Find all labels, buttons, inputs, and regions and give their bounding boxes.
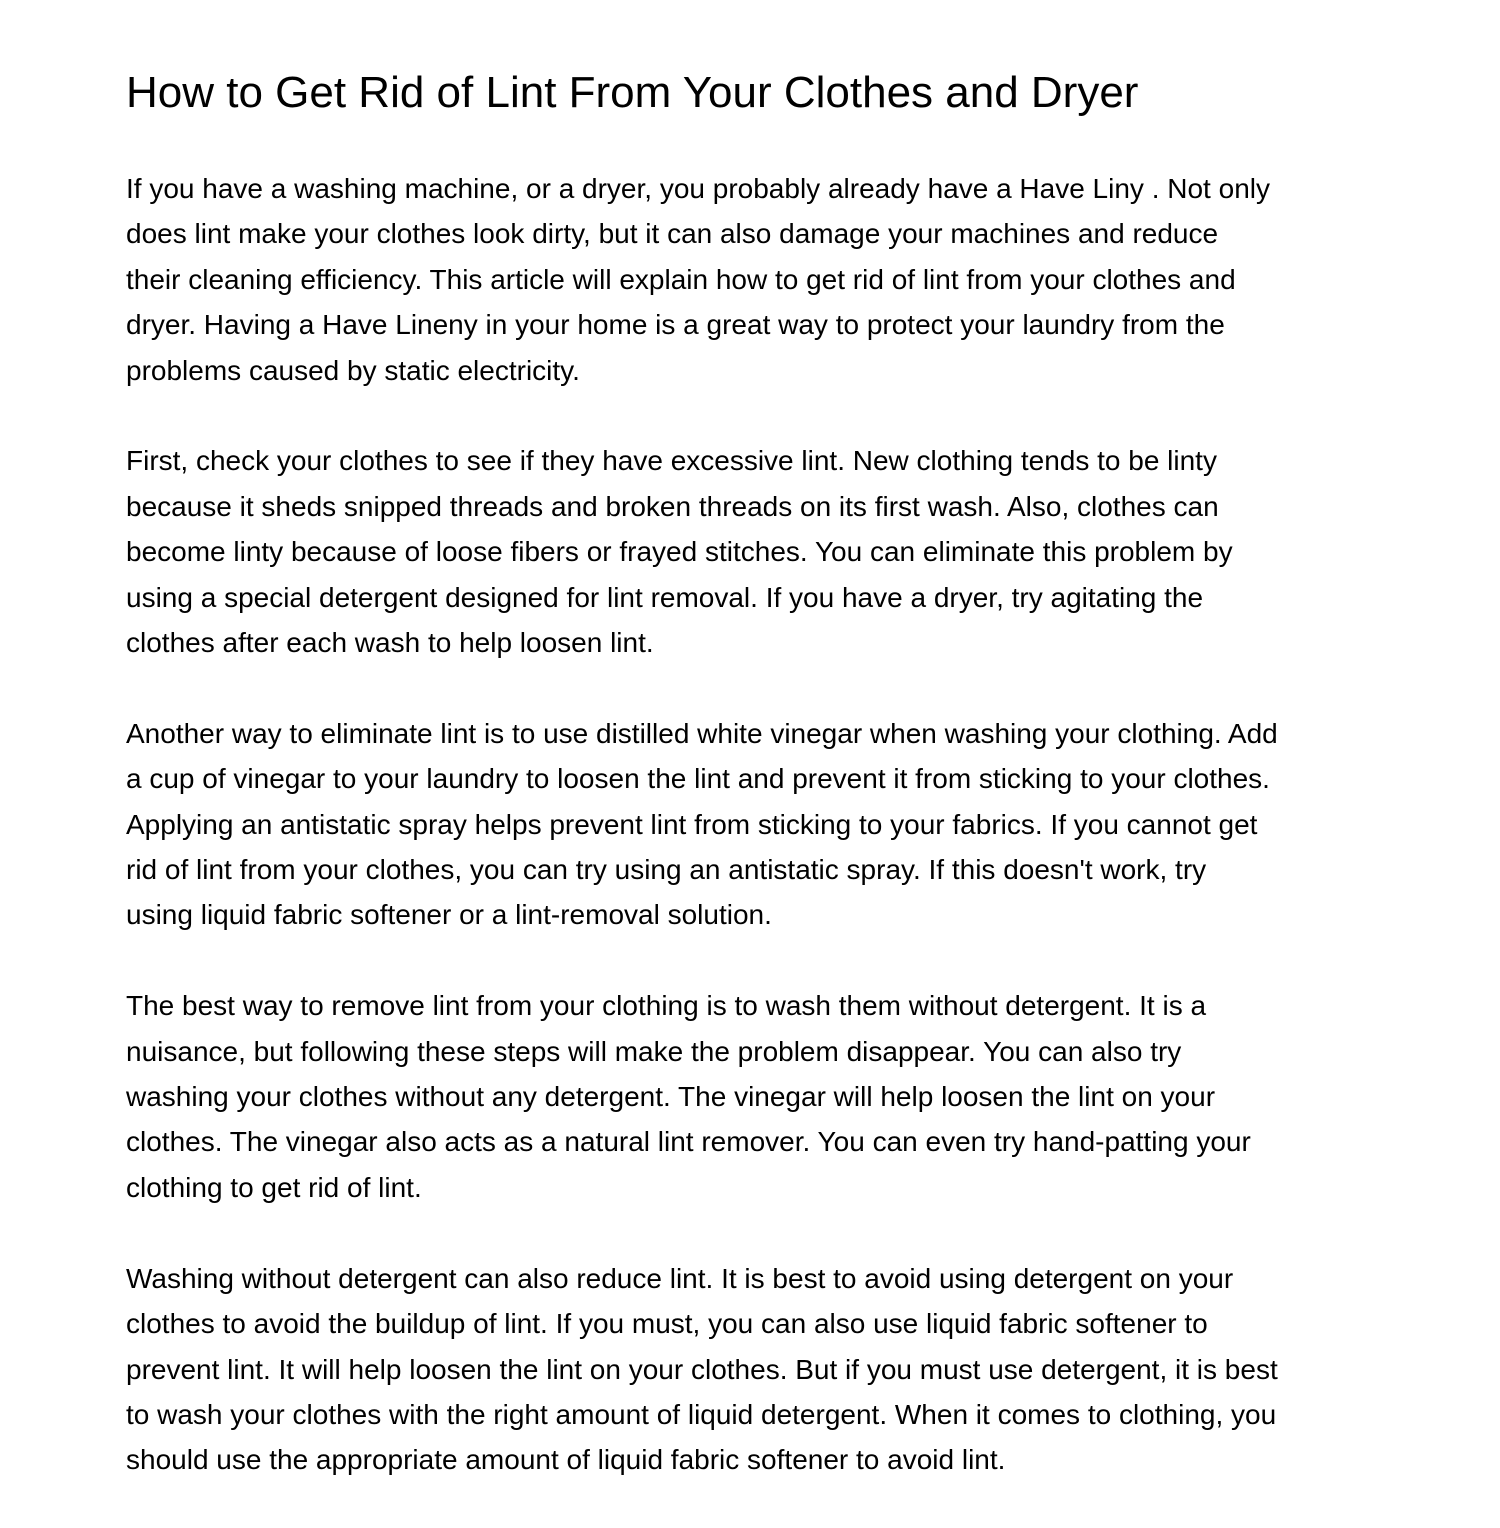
paragraph-line: If you have a washing machine, or a dryer, you probably already have a Have Liny . Not only xyxy=(126,173,1270,204)
paragraph-line: become linty because of loose fibers or frayed stitches. You can eliminate this problem by xyxy=(126,536,1233,568)
paragraph-line: dryer. Having a Have Lineny in your home is a great way to protect your laundry from the xyxy=(126,309,1225,341)
paragraph-line: problems caused by static electricity. xyxy=(126,354,580,386)
paragraph-line: does lint make your clothes look dirty, but it can also damage your machines and reduce xyxy=(126,218,1219,250)
paragraph xyxy=(126,438,1386,665)
page-title: How to Get Rid of Lint From Your Clothes and Dryer xyxy=(126,68,1139,117)
paragraph-line: prevent lint. It will help loosen the lint on your clothes. But if you must use detergent, it is best xyxy=(126,1353,1278,1385)
paragraph-line: to wash your clothes with the right amount of liquid detergent. When it comes to clothing, you xyxy=(126,1398,1277,1430)
paragraph-line: clothes to avoid the buildup of lint. If you must, you can also use liquid fabric softener to xyxy=(126,1308,1208,1340)
paragraph-line: rid of lint from your clothes, you can try using an antistatic spray. If this doesn't work, try xyxy=(126,854,1207,886)
paragraph-line: washing your clothes without any detergent. The vinegar will help loosen the lint on your xyxy=(126,1081,1216,1113)
paragraph-line: clothes after each wash to help loosen lint. xyxy=(126,627,654,659)
paragraph-line: clothes. The vinegar also acts as a natural lint remover. You can even try hand-patting your xyxy=(126,1126,1251,1158)
paragraph xyxy=(126,1256,1386,1483)
paragraph-line: The best way to remove lint from your clothing is to wash them without detergent. It is a xyxy=(126,990,1207,1022)
paragraph xyxy=(126,166,1386,393)
paragraph-line: a cup of vinegar to your laundry to loosen the lint and prevent it from sticking to your clothes. xyxy=(126,763,1270,795)
paragraph-line: their cleaning efficiency. This article will explain how to get rid of lint from your clothes and xyxy=(126,263,1236,295)
paragraph-line: nuisance, but following these steps will make the problem disappear. You can also try xyxy=(126,1035,1182,1067)
paragraph-line: Washing without detergent can also reduce lint. It is best to avoid using detergent on your xyxy=(126,1262,1234,1294)
paragraph xyxy=(126,983,1386,1210)
paragraph-line: clothing to get rid of lint. xyxy=(126,1171,422,1203)
article-body xyxy=(126,166,1386,1528)
paragraph-line: should use the appropriate amount of liquid fabric softener to avoid lint. xyxy=(126,1444,1006,1476)
paragraph-line: Another way to eliminate lint is to use distilled white vinegar when washing your clothing. Add xyxy=(126,717,1278,749)
paragraph-line: using a special detergent designed for lint removal. If you have a dryer, try agitating the xyxy=(126,581,1204,613)
paragraph-line: First, check your clothes to see if they have excessive lint. New clothing tends to be linty xyxy=(126,445,1217,477)
paragraph-line: using liquid fabric softener or a lint-removal solution. xyxy=(126,899,772,931)
paragraph-line: because it sheds snipped threads and broken threads on its first wash. Also, clothes can xyxy=(126,490,1219,522)
paragraph xyxy=(126,711,1386,938)
paragraph-line: Applying an antistatic spray helps prevent lint from sticking to your fabrics. If you cannot get xyxy=(126,808,1258,840)
